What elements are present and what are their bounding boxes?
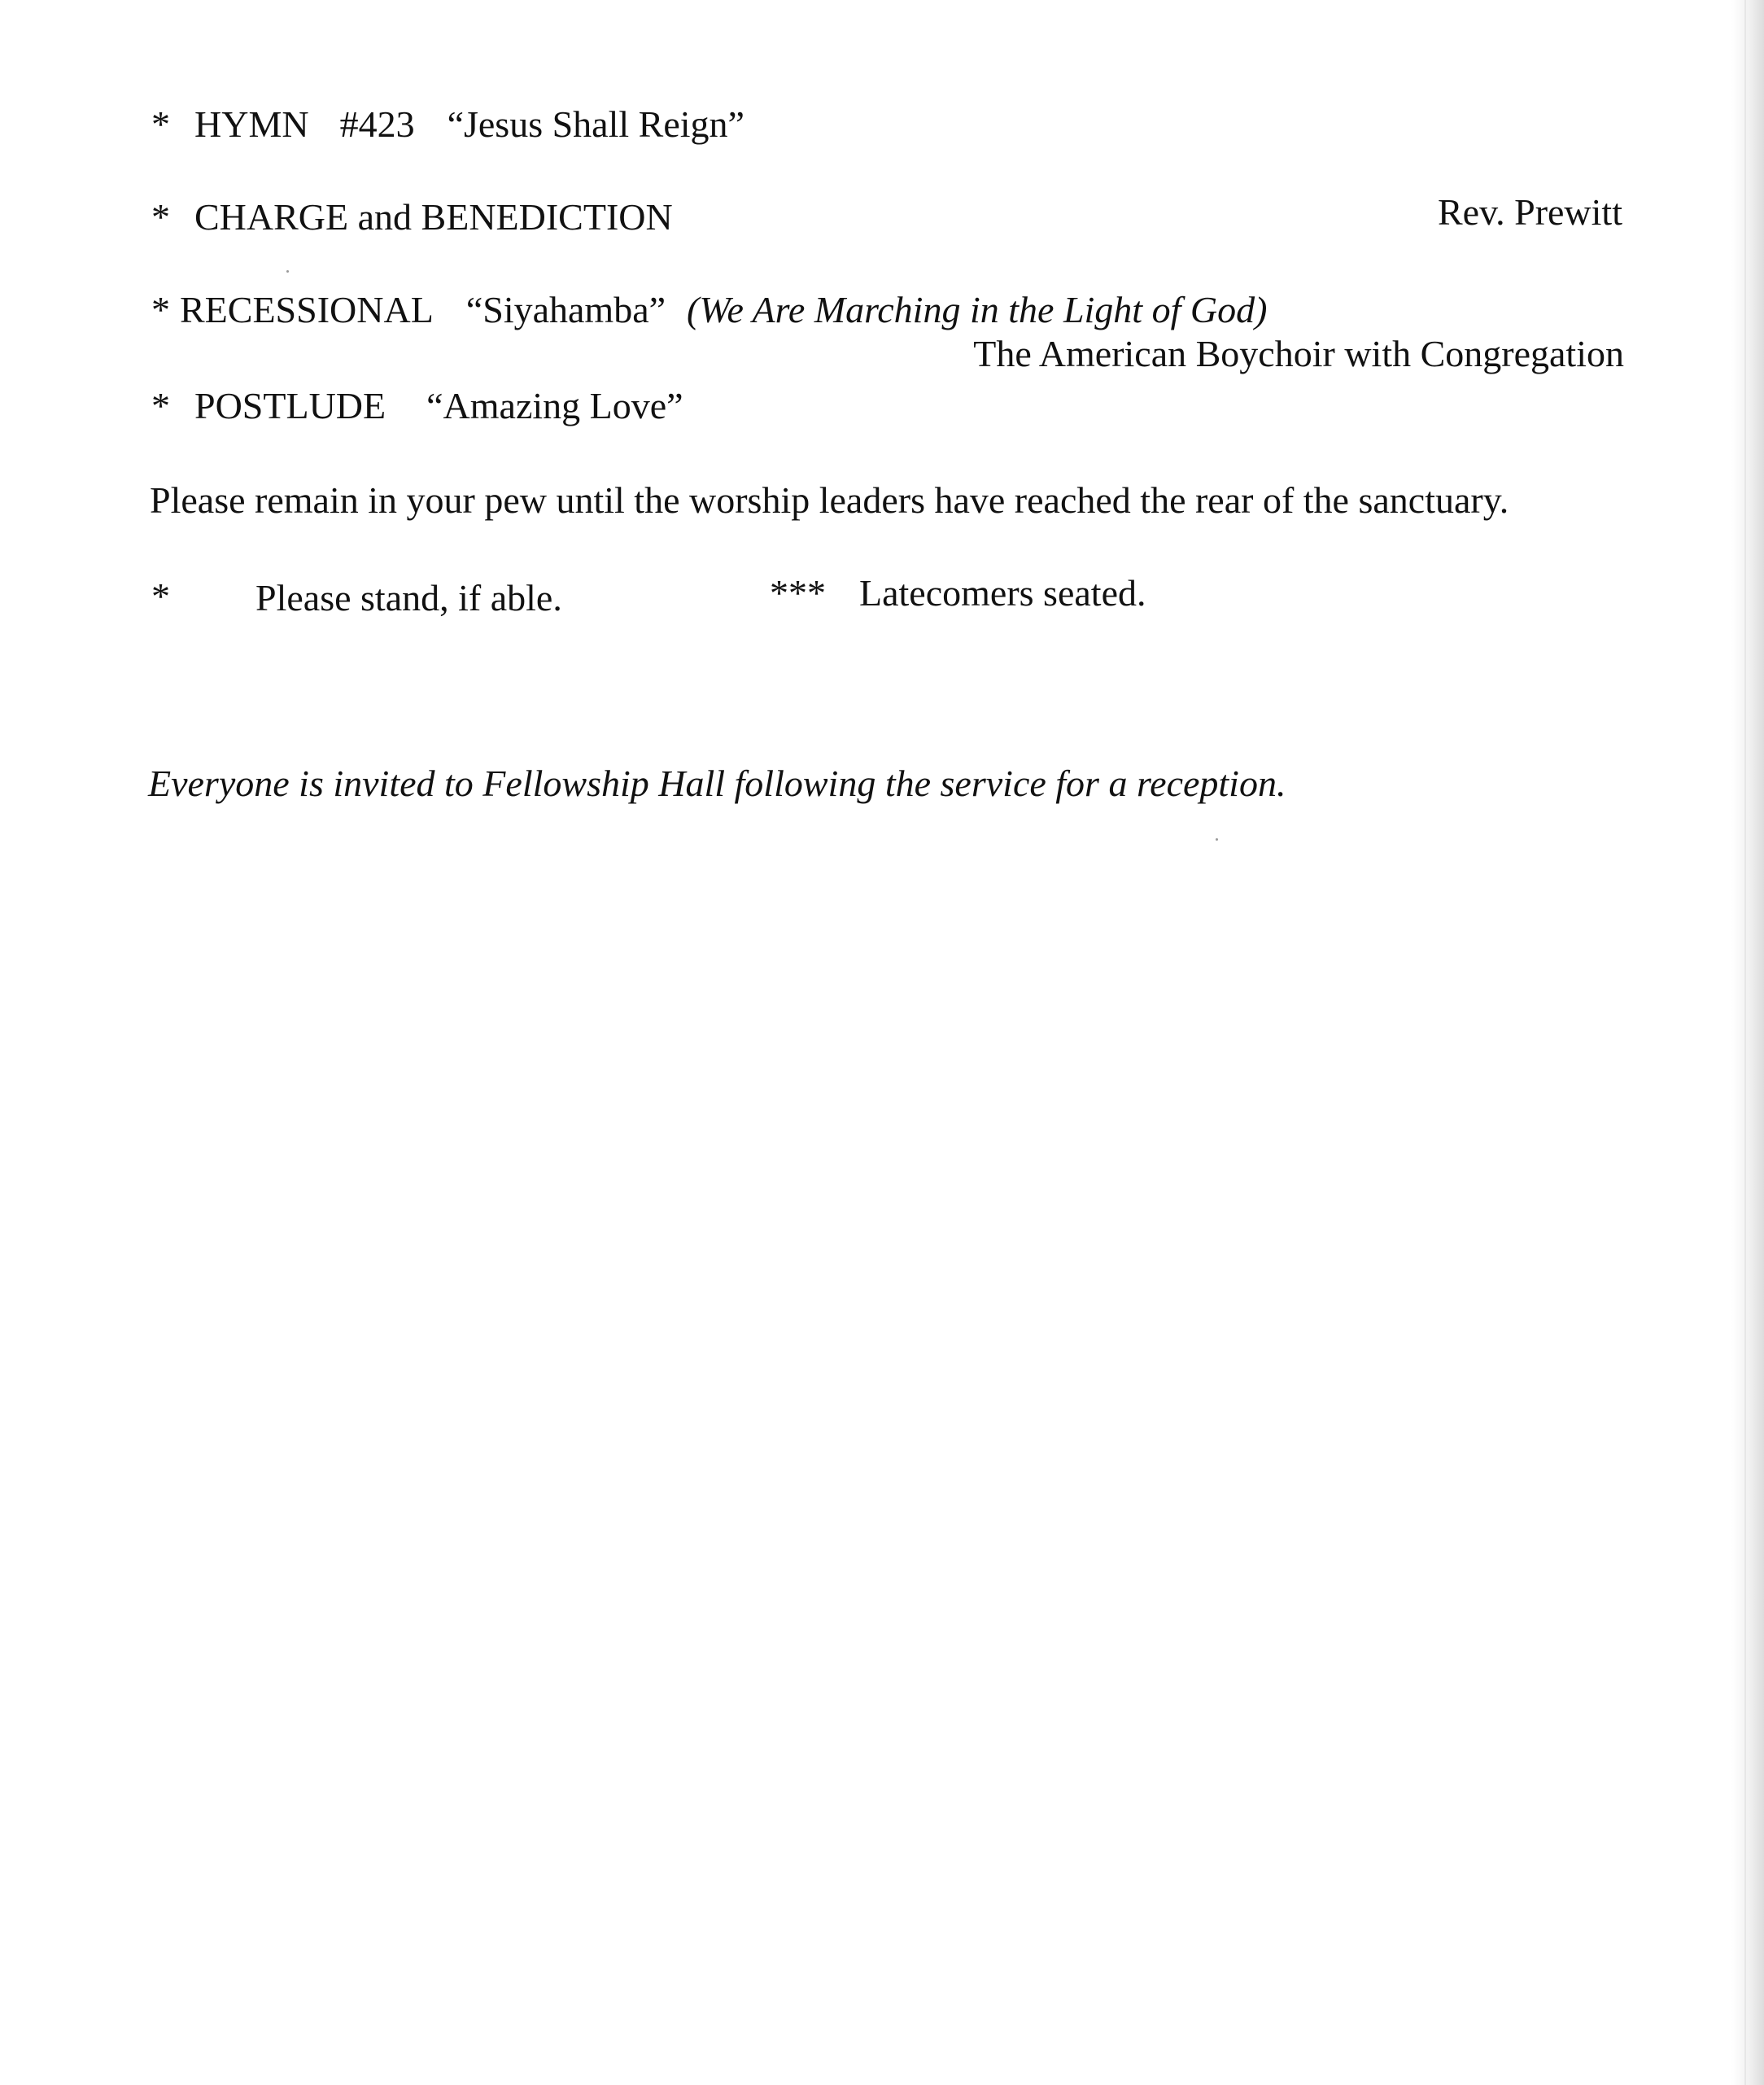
- recessional-label: RECESSIONAL: [180, 289, 434, 330]
- recessional-translation: (We Are Marching in the Light of God): [687, 289, 1268, 330]
- charge-label: CHARGE and BENEDICTION: [194, 196, 673, 238]
- recessional-performer: The American Boychoir with Congregation: [973, 333, 1624, 374]
- hymn-title: “Jesus Shall Reign”: [447, 103, 744, 145]
- charge-line: [151, 196, 673, 238]
- hymn-marker: *: [151, 103, 170, 145]
- postlude-label: POSTLUDE: [194, 385, 386, 426]
- charge-leader: Rev. Prewitt: [1438, 191, 1622, 233]
- recessional-title: “Siyahamba”: [465, 289, 666, 330]
- scan-speck: [1216, 838, 1218, 841]
- hymn-number: #423: [339, 103, 415, 145]
- remain-note: Please remain in your pew until the worship leaders have reached the rear of the sanctuary.: [150, 479, 1509, 521]
- postlude-title: “Amazing Love”: [426, 385, 683, 426]
- stand-note: Please stand, if able.: [255, 577, 562, 619]
- charge-marker: *: [151, 196, 170, 238]
- late-marker: ***: [770, 572, 826, 614]
- reception-note: Everyone is invited to Fellowship Hall following the service for a reception.: [148, 763, 1286, 804]
- recessional-marker: *: [151, 289, 170, 330]
- scan-speck: [286, 270, 289, 273]
- hymn-label: HYMN: [194, 103, 309, 145]
- page-edge-shadow: [1731, 0, 1764, 2085]
- recessional-line: [151, 291, 1267, 329]
- late-note: Latecomers seated.: [859, 572, 1146, 614]
- hymn-line: [151, 103, 744, 145]
- postlude-marker: *: [151, 385, 170, 426]
- stand-marker: *: [151, 575, 170, 617]
- page-edge-line: [1744, 0, 1746, 2085]
- postlude-line: [151, 387, 683, 425]
